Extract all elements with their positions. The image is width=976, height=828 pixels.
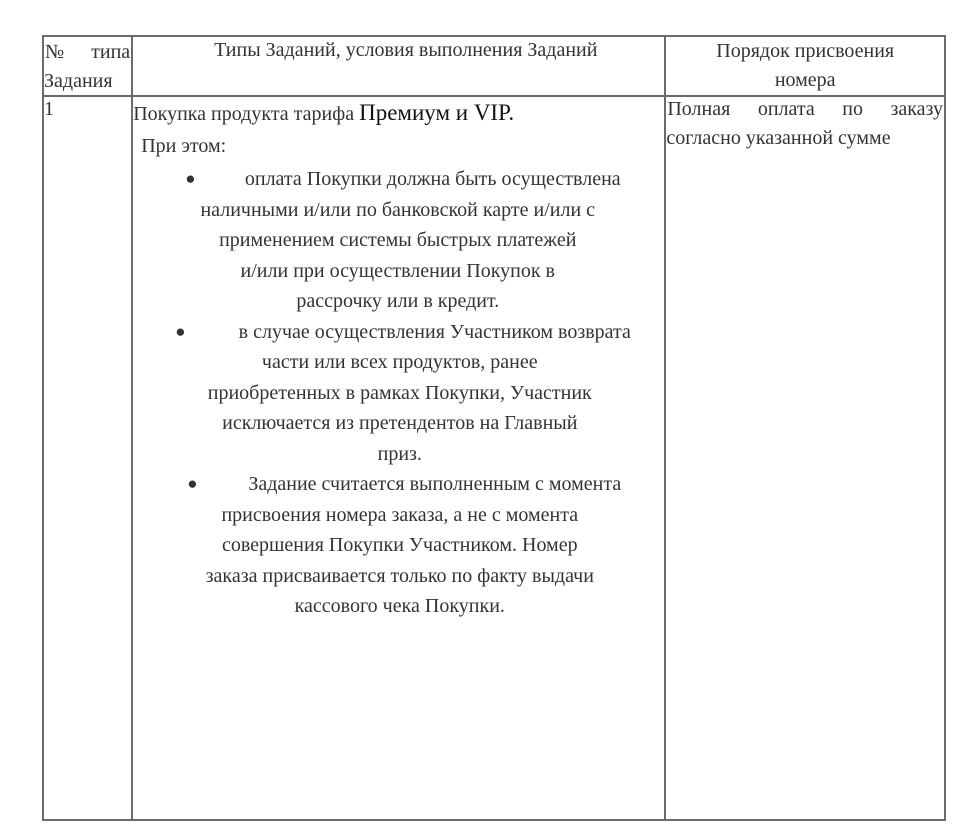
result-word: заказу [890,98,944,120]
condition-line: оплата Покупки должна быть осуществлена [244,168,621,190]
bullet-icon: ● [175,321,186,341]
header-task-type-number-line1 [44,37,131,68]
task-number: 1 [44,98,54,120]
condition-line: применением системы быстрых платежей [219,229,577,251]
task-number-cell [43,96,132,820]
table-header-row [43,36,945,96]
result-word: оплата [757,98,815,120]
condition-line: Задание считается выполненным с момента [248,473,622,495]
condition-line: рассрочку или в кредит. [296,290,500,312]
condition-line: заказа присваивается только по факту выдачи [205,564,594,587]
task-note: При этом: [141,134,227,157]
condition-line: приз. [377,442,422,465]
condition-item [133,317,664,470]
task-title-tariff: Премиум и VIP. [359,100,515,125]
header-number-sign: № [45,41,76,63]
header-cell-task-type-number [43,36,132,96]
header-task-word: Задания [44,69,113,92]
condition-line: приобретенных в рамках Покупки, Участник [207,381,592,404]
header-task-types-label: Типы Заданий, условия выполнения Заданий [214,39,598,61]
result-word: Полная [667,98,731,120]
condition-line: и/или при осуществлении Покупок в [240,259,555,282]
header-cell-number-assignment [665,36,945,96]
condition-line: исключается из претендентов на Главный [222,412,578,434]
condition-line: в случае осуществления Участником возврата [238,320,631,343]
condition-line: присвоения номера заказа, а не с момента [221,503,579,526]
condition-line: совершения Покупки Участником. Номер [221,534,578,556]
task-title [133,98,664,130]
condition-item [133,469,664,622]
conditions-list [133,164,664,622]
table-row [43,96,945,820]
number-assignment-cell [665,96,945,820]
condition-line: наличными и/или по банковской карте и/или с [200,198,596,221]
bullet-icon: ● [185,169,196,188]
result-word: по [842,98,863,120]
condition-item [133,164,664,317]
header-number-assignment-line1: Порядок присвоения [716,40,895,62]
header-type-word: типа [91,41,131,63]
task-table [42,35,946,821]
bullet-icon: ● [187,474,198,493]
number-assignment-line1 [666,95,944,124]
task-description-cell [132,96,665,820]
number-assignment-line2: согласно указанной сумме [666,127,891,149]
header-cell-task-types [132,36,665,96]
condition-line: кассового чека Покупки. [294,595,505,617]
header-number-assignment-line2: номера [774,69,836,91]
condition-line: части или всех продуктов, ранее [261,351,538,373]
task-title-text: Покупка продукта тарифа [133,103,360,125]
